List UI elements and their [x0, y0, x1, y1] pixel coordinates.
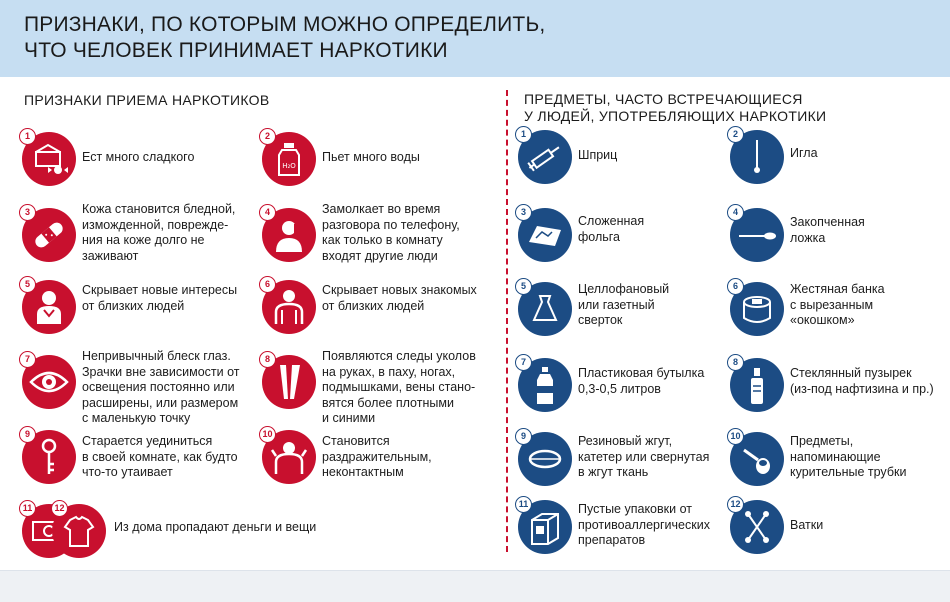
item-text: Кожа становится бледной, изможденной, поврежде- ния на коже долго не заживают [82, 202, 236, 263]
item-number: 8 [259, 351, 276, 368]
item-text: Ватки [790, 518, 824, 532]
left-section-title: ПРИЗНАКИ ПРИЕМА НАРКОТИКОВ [24, 92, 270, 108]
item-number: 12 [51, 500, 68, 517]
item-number: 10 [259, 426, 276, 443]
item-number: 4 [259, 204, 276, 221]
item-number: 9 [515, 428, 532, 445]
item-number: 1 [19, 128, 36, 145]
item-number: 3 [515, 204, 532, 221]
item-number: 5 [19, 276, 36, 293]
item-number: 2 [727, 126, 744, 143]
item-text: Резиновый жгут, катетер или свернутая в жгут ткань [578, 434, 710, 479]
item-number: 6 [259, 276, 276, 293]
page-title: ПРИЗНАКИ, ПО КОТОРЫМ МОЖНО ОПРЕДЕЛИТЬ, ЧТО ЧЕЛОВЕК ПРИНИМАЕТ НАРКОТИКИ [24, 13, 546, 62]
item-text: Пустые упаковки от противоаллергических препаратов [578, 502, 710, 547]
item-number: 1 [515, 126, 532, 143]
item-number: 7 [515, 354, 532, 371]
svg-text:H₂O: H₂O [282, 162, 296, 170]
item-number: 10 [727, 428, 744, 445]
footer-bar [0, 570, 950, 602]
item-number: 9 [19, 426, 36, 443]
header-banner [0, 0, 950, 77]
item-text: Становится раздражительным, неконтактным [322, 434, 432, 479]
item-text: Пьет много воды [322, 150, 420, 164]
item-text: Шприц [578, 148, 618, 162]
item-number: 11 [19, 500, 36, 517]
item-number: 3 [19, 204, 36, 221]
section-divider [506, 90, 508, 552]
item-text: Игла [790, 146, 818, 160]
item-number: 11 [515, 496, 532, 513]
item-text: Старается уединиться в своей комнате, как будто что-то утаивает [82, 434, 238, 479]
right-section-title: ПРЕДМЕТЫ, ЧАСТО ВСТРЕЧАЮЩИЕСЯ У ЛЮДЕЙ, УПОТРЕБЛЯЮЩИХ НАРКОТИКИ [524, 91, 827, 124]
item-number: 4 [727, 204, 744, 221]
item-text: Жестяная банка с вырезанным «окошком» [790, 282, 885, 327]
item-text: Непривычный блеск глаз. Зрачки вне зависимости от освещения постоянно или расширены, или размером с маленькую точку [82, 349, 240, 425]
item-number: 2 [259, 128, 276, 145]
item-text: Появляются следы уколов на руках, в паху, ногах, подмышками, вены стано- вятся более плотными и синими [322, 349, 476, 425]
item-text: Из дома пропадают деньги и вещи [114, 520, 317, 534]
item-number: 7 [19, 351, 36, 368]
item-text: Предметы, напоминающие курительные трубки [790, 434, 907, 479]
item-text: Скрывает новых знакомых от близких людей [322, 283, 477, 313]
item-text: Ест много сладкого [82, 150, 195, 164]
item-text: Закопченная ложка [790, 215, 865, 245]
item-text: Пластиковая бутылка 0,3-0,5 литров [578, 366, 705, 396]
item-number: 8 [727, 354, 744, 371]
item-text: Сложенная фольга [578, 214, 645, 244]
item-number: 12 [727, 496, 744, 513]
item-text: Скрывает новые интересы от близких людей [82, 283, 238, 313]
item-text: Замолкает во время разговора по телефону, как только в комнату входят другие люди [322, 202, 460, 263]
item-text: Целлофановый или газетный сверток [578, 282, 670, 327]
item-number: 5 [515, 278, 532, 295]
item-number: 6 [727, 278, 744, 295]
item-text: Стеклянный пузырек (из-под нафтизина и пр.) [790, 366, 934, 396]
